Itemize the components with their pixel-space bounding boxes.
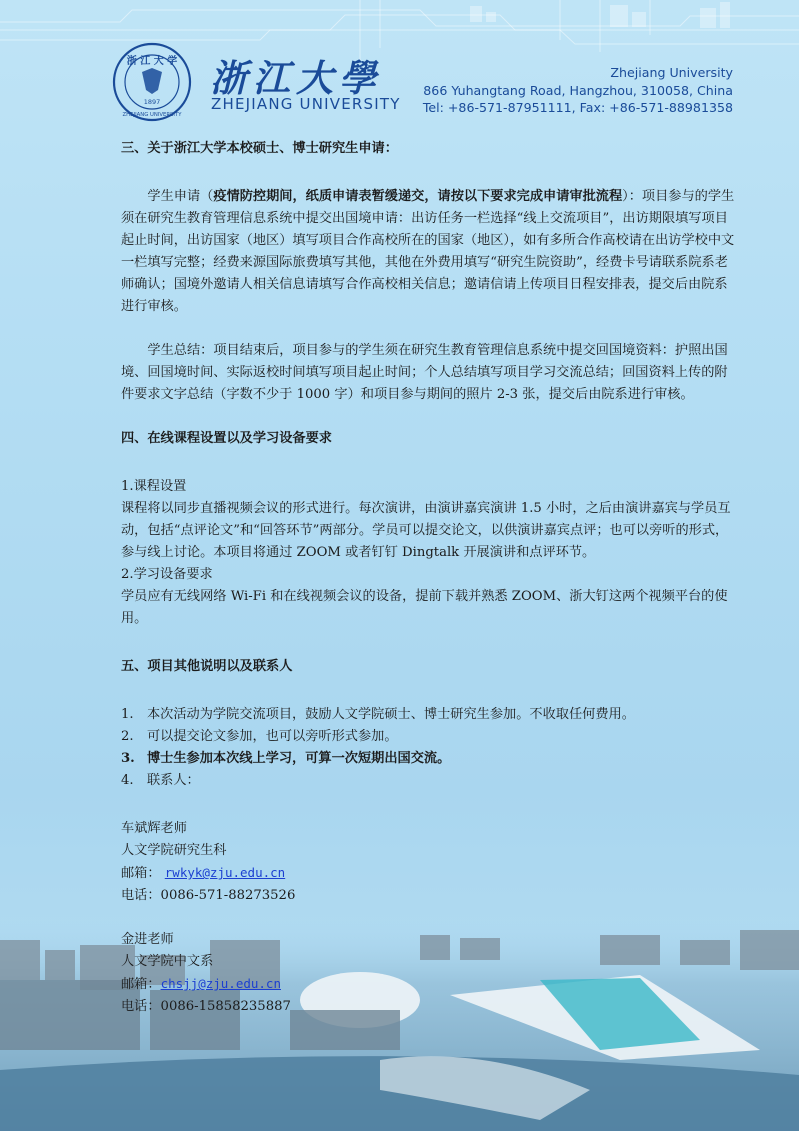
course-setup-paragraph: 课程将以同步直播视频会议的形式进行。每次演讲，由演讲嘉宾演讲 1.5 小时，之后由演讲嘉宾与学员互动，包括“点评论文”和“回答环节”两部分。学员可以提交论文，以供演讲嘉宾点评；也可以旁听的形式，参与线上讨论。本项目将通过 ZOOM 或者钉钉 Dingtalk 开展演讲和点评环节。 xyxy=(121,501,731,560)
address-line-3: Tel: +86-571-87951111, Fax: +86-571-88981358 xyxy=(422,100,733,115)
summary-paragraph: 学生总结：项目结束后，项目参与的学生须在研究生教育管理信息系统中提交回国境资料：护照出国境、回国境时间、实际返校时间填写项目起止时间；个人总结填写项目学习交流总结；回国资料上传的附件要求文字总结（字数不少于 1000 字）和项目参与期间的照片 2-3 张，提交后由院系进行审核。 xyxy=(121,343,728,402)
letterhead-header xyxy=(0,0,799,130)
email-link[interactable]: rwkyk@zju.edu.cn xyxy=(164,865,286,880)
document-body xyxy=(121,138,735,1018)
contact-phone: 电话：0086-571-88273526 xyxy=(121,888,296,903)
seal-year: 1897 xyxy=(143,98,161,106)
application-paragraph xyxy=(121,186,735,318)
contact-name: 金进老师 xyxy=(121,932,174,947)
application-text: ）：项目参与的学生须在研究生教育管理信息系统中提交出国境申请：出访任务一栏选择“线上交流项目”，出访期限填写项目起止时间，出访国家（地区）填写项目合作高校所在的国家（地区），如有多所合作高校请在出访学校中文一栏填写完整；经费来源国际旅费填写其他，其他在外费用填写“研究生院资助”，经费卡号请联系院系老师确认；国境外邀请人相关信息请填写合作高校相关信息；邀请信请上传项目日程安排表，提交后由院系进行审核。 xyxy=(121,189,735,314)
email-link[interactable]: chsjj@zju.edu.cn xyxy=(160,976,281,991)
logo-english: ZHEJIANG UNIVERSITY xyxy=(211,95,401,113)
application-lead: 学生申请（ xyxy=(147,189,214,204)
address-line-2: 866 Yuhangtang Road, Hangzhou, 310058, China xyxy=(423,82,733,98)
address-line-1: Zhejiang University xyxy=(610,65,733,80)
list-item: 4. 联系人： xyxy=(121,773,200,788)
contact-block xyxy=(121,929,735,1018)
logo-chinese: 浙江大學 xyxy=(210,56,382,100)
course-setup-subheading: 1.课程设置 xyxy=(121,479,187,494)
section-4-heading: 四、在线课程设置以及学习设备要求 xyxy=(121,431,332,446)
contact-phone: 电话：0086-15858235887 xyxy=(121,999,291,1014)
section-3-heading: 三、关于浙江大学本校硕士、博士研究生申请： xyxy=(121,141,398,156)
address-block xyxy=(423,64,733,117)
list-item: 1. 本次活动为学院交流项目，鼓励人文学院硕士、博士研究生参加。不收取任何费用。 xyxy=(121,707,635,722)
contact-block xyxy=(121,818,735,907)
device-paragraph: 学员应有无线网络 Wi-Fi 和在线视频会议的设备，提前下载并熟悉 ZOOM、浙大钉这两个视频平台的使用。 xyxy=(121,589,728,626)
contact-name: 车斌辉老师 xyxy=(121,821,187,836)
contact-email-row: 邮箱： rwkyk@zju.edu.cn xyxy=(121,865,286,881)
university-seal-icon xyxy=(112,42,192,122)
contact-department: 人文学院中文系 xyxy=(121,954,214,969)
application-bold-note: 疫情防控期间，纸质申请表暂缓递交，请按以下要求完成申请审批流程 xyxy=(213,189,623,204)
seal-text-top: 浙 江 大 学 xyxy=(126,56,178,67)
contact-email-row: 邮箱：chsjj@zju.edu.cn xyxy=(121,976,281,992)
contact-department: 人文学院研究生科 xyxy=(121,843,227,858)
list-item: 3. 博士生参加本次线上学习，可算一次短期出国交流。 xyxy=(121,751,451,766)
section-5-heading: 五、项目其他说明以及联系人 xyxy=(121,659,293,674)
notes-list xyxy=(121,704,735,792)
seal-text-bottom: ZHEJIANG UNIVERSITY xyxy=(122,112,182,118)
list-item: 2. 可以提交论文参加，也可以旁听形式参加。 xyxy=(121,729,398,744)
device-subheading: 2.学习设备要求 xyxy=(121,567,213,582)
